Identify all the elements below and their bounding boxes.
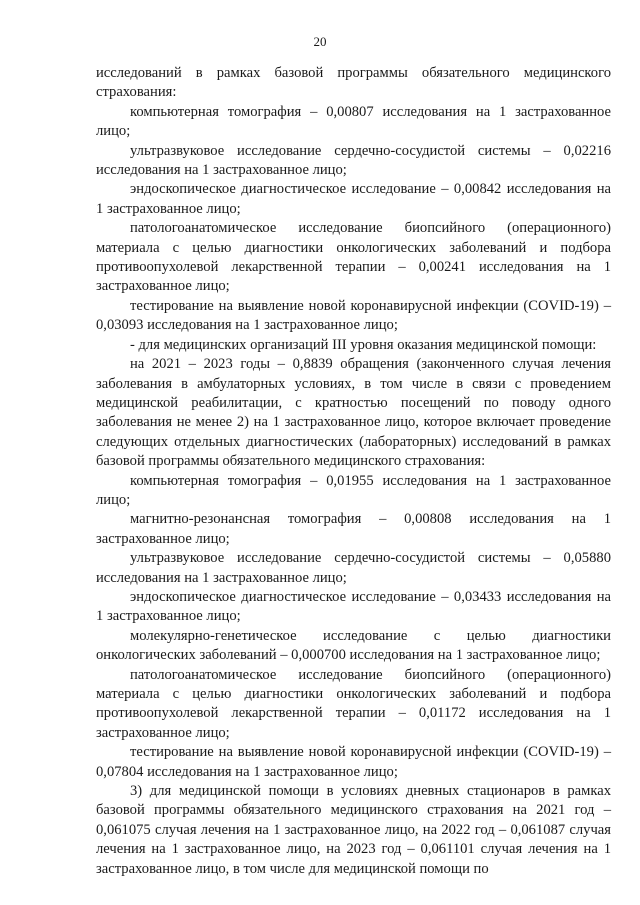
paragraph-level3-header: - для медицинских организаций III уровня оказания медицинской помощи: — [130, 336, 597, 353]
paragraph-day-hospital: 3) для медицинской помощи в условиях дневных стационаров в рамках базовой программы обязательного медицинского страхования на 2021 год – 0,061075 случая лечения на 1 застрахованное лицо, на 2022 год – 0,061087 случая лечения на 1 застрахованное лицо, на 2023 год – 0,061101 случая лечения на 1 застрахованное лицо, в том числе для медицинской помощи по — [96, 783, 611, 877]
paragraph-endoscopy-level3: эндоскопическое диагностическое исследование – 0,03433 исследования на 1 застрахованное лицо; — [96, 588, 611, 625]
paragraph-molecular-level3: молекулярно-генетическое исследование с целью диагностики онкологических заболеваний – 0,000700 исследования на 1 застрахованное лицо; — [96, 627, 611, 664]
paragraph-endoscopy-level2: эндоскопическое диагностическое исследование – 0,00842 исследования на 1 застрахованное лицо; — [96, 181, 611, 217]
paragraph-ct-level2: компьютерная томография – 0,00807 исследования на 1 застрахованное лицо; — [96, 103, 611, 140]
paragraph-continuation: исследований в рамках базовой программы обязательного медицинского страхования: — [96, 65, 611, 101]
paragraph-ct-level3: компьютерная томография – 0,01955 исследования на 1 застрахованное лицо; — [96, 472, 611, 508]
paragraph-covid-level2: тестирование на выявление новой коронавирусной инфекции (COVID-19) – 0,03093 исследования на 1 застрахованное лицо; — [96, 297, 611, 334]
paragraph-covid-level3: тестирование на выявление новой коронавирусной инфекции (COVID-19) – 0,07804 исследования на 1 застрахованное лицо; — [96, 744, 611, 780]
page-number: 20 — [313, 34, 327, 49]
paragraph-mri-level3: магнитно-резонансная томография – 0,00808 исследования на 1 застрахованное лицо; — [96, 511, 611, 547]
paragraph-level3-appeals: на 2021 – 2023 годы – 0,8839 обращения (законченного случая лечения заболевания в амбулаторных условиях, в том числе в связи с проведением медицинской реабилитации, с кратностью посещений по поводу одного заболевания не менее 2) на 1 застрахованное лицо, которое включает проведение следующих отдельных диагностических (лабораторных) исследований в рамках базовой программы обязательного медицинского страхования: — [96, 356, 611, 470]
paragraph-ultrasound-level2: ультразвуковое исследование сердечно-сосудистой системы – 0,02216 исследования на 1 застрахованное лицо; — [96, 142, 611, 179]
paragraph-pathology-level2: патологоанатомическое исследование биопсийного (операционного) материала с целью диагностики онкологических заболеваний и подбора противоопухолевой лекарственной терапии – 0,00241 исследования на 1 застрахованное лицо; — [96, 220, 611, 295]
paragraph-pathology-level3: патологоанатомическое исследование биопсийного (операционного) материала с целью диагностики онкологических заболеваний и подбора противоопухолевой лекарственной терапии – 0,01172 исследования на 1 застрахованное лицо; — [96, 666, 611, 741]
paragraph-ultrasound-level3: ультразвуковое исследование сердечно-сосудистой системы – 0,05880 исследования на 1 застрахованное лицо; — [96, 550, 611, 586]
document-body — [96, 64, 611, 879]
